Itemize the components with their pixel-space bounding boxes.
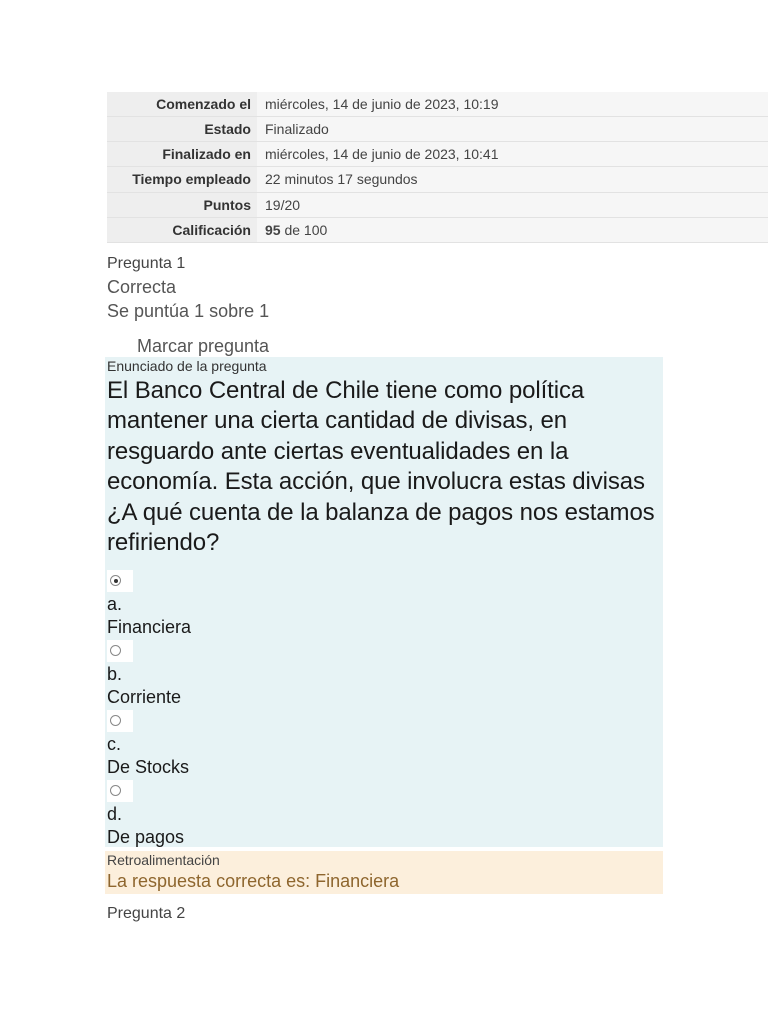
summary-label: Finalizado en xyxy=(107,142,257,167)
question-text: El Banco Central de Chile tiene como política mantener una cierta cantidad de divisas, en resguardo ante ciertas eventualidades en la economía. Esta acción, que involucra estas divisas ¿A qué cuenta de la balanza de pagos nos estamos refiriendo? xyxy=(107,377,655,557)
summary-label: Tiempo empleado xyxy=(107,167,257,193)
answer-text: De Stocks xyxy=(107,757,190,778)
answer-option-c[interactable] xyxy=(107,710,661,778)
summary-value: miércoles, 14 de junio de 2023, 10:41 xyxy=(257,142,768,167)
grade-value: 95 xyxy=(265,222,281,238)
radio-button[interactable] xyxy=(110,715,121,726)
answer-letter: b. xyxy=(107,664,123,685)
radio-button[interactable] xyxy=(110,645,121,656)
summary-row-started xyxy=(107,92,768,117)
radio-button-checked[interactable] xyxy=(110,575,121,586)
summary-label: Calificación xyxy=(107,218,257,243)
question-info xyxy=(107,254,269,323)
answer-option-a[interactable] xyxy=(107,570,661,638)
question-grade: Se puntúa 1 sobre 1 xyxy=(107,301,270,321)
summary-value: 22 minutos 17 segundos xyxy=(257,167,768,193)
summary-row-state xyxy=(107,117,768,142)
next-question-number: Pregunta 2 xyxy=(107,905,186,922)
summary-row-grade xyxy=(107,218,768,243)
question-content-box xyxy=(105,357,663,847)
answer-text: Corriente xyxy=(107,687,182,708)
summary-row-marks xyxy=(107,193,768,218)
summary-row-time-taken xyxy=(107,167,768,193)
answer-letter: d. xyxy=(107,804,123,825)
answer-option-d[interactable] xyxy=(107,780,661,848)
summary-row-finished xyxy=(107,142,768,167)
answer-letter: c. xyxy=(107,734,122,755)
summary-label: Comenzado el xyxy=(107,92,257,117)
summary-label: Estado xyxy=(107,117,257,142)
answer-list xyxy=(107,570,661,848)
radio-wrapper xyxy=(107,780,133,802)
summary-label: Puntos xyxy=(107,193,257,218)
feedback-label: Retroalimentación xyxy=(107,852,220,868)
radio-wrapper xyxy=(107,640,133,662)
radio-button[interactable] xyxy=(110,785,121,796)
summary-value xyxy=(257,218,768,243)
radio-wrapper xyxy=(107,570,133,592)
feedback-box xyxy=(105,851,663,894)
attempt-summary-table xyxy=(107,92,768,243)
radio-wrapper xyxy=(107,710,133,732)
answer-letter: a. xyxy=(107,594,123,615)
answer-text: Financiera xyxy=(107,617,192,638)
question-text-label: Enunciado de la pregunta xyxy=(107,358,267,374)
summary-value: 19/20 xyxy=(257,193,768,218)
summary-value: Finalizado xyxy=(257,117,768,142)
summary-value: miércoles, 14 de junio de 2023, 10:19 xyxy=(257,92,768,117)
question-state: Correcta xyxy=(107,277,177,297)
flag-question-link[interactable]: Marcar pregunta xyxy=(137,336,270,356)
answer-option-b[interactable] xyxy=(107,640,661,708)
question-number: Pregunta 1 xyxy=(107,255,186,272)
answer-text: De pagos xyxy=(107,827,185,848)
grade-max: de 100 xyxy=(280,222,328,238)
correct-answer-text: La respuesta correcta es: Financiera xyxy=(107,871,400,891)
